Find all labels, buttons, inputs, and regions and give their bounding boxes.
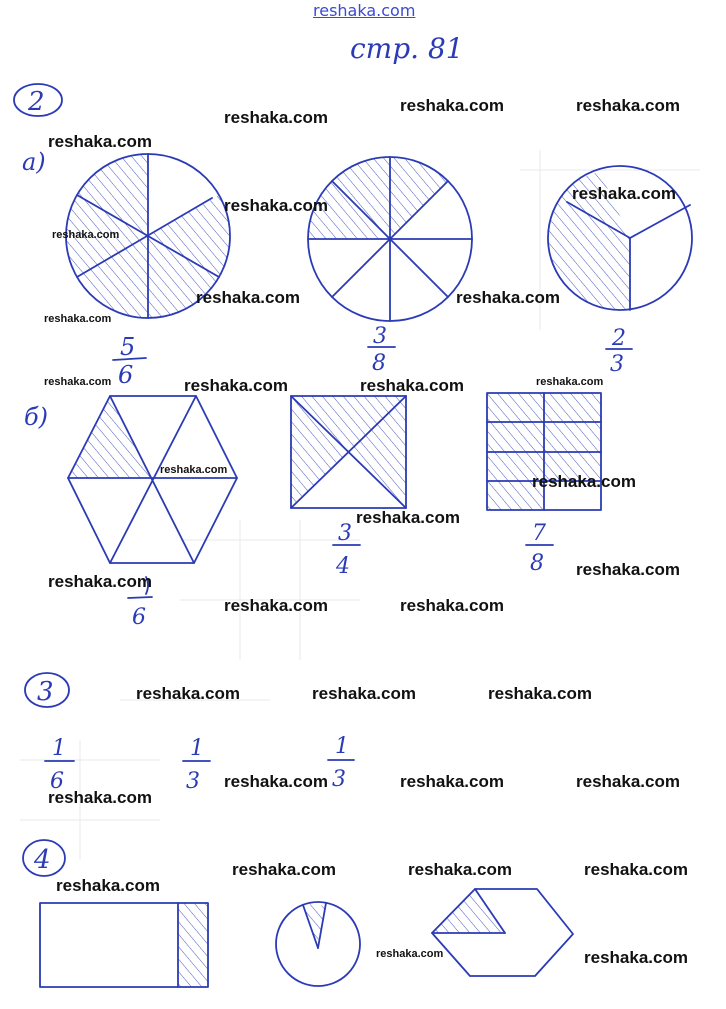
- hexagon-sixths: [68, 396, 237, 563]
- svg-text:4: 4: [336, 554, 350, 579]
- svg-text:1: 1: [190, 736, 204, 761]
- rectangle-shaded-strip: [40, 903, 208, 987]
- svg-text:3: 3: [373, 324, 387, 349]
- hexagon-shaded-triangle: [432, 889, 573, 976]
- svg-text:3: 3: [37, 677, 54, 707]
- circle-shaded-sector: [276, 902, 360, 986]
- watermark: reshaka.com: [44, 313, 112, 325]
- svg-text:1: 1: [335, 734, 349, 759]
- watermark: reshaka.com: [400, 772, 504, 791]
- watermark: reshaka.com: [44, 376, 112, 388]
- circle-eighths: [308, 157, 472, 321]
- watermark: reshaka.com: [224, 108, 328, 127]
- fraction-a2: [368, 324, 395, 376]
- watermark: reshaka.com: [488, 684, 592, 703]
- watermark: reshaka.com: [48, 788, 152, 807]
- task2-number: 2: [28, 87, 45, 117]
- grid-eighths: [487, 393, 601, 510]
- watermark: reshaka.com: [532, 472, 636, 491]
- watermark: reshaka.com: [376, 948, 444, 960]
- watermark: reshaka.com: [576, 772, 680, 791]
- svg-text:1: 1: [52, 736, 66, 761]
- watermark: reshaka.com: [456, 288, 560, 307]
- svg-text:2: 2: [612, 326, 626, 351]
- fraction-a1: [113, 333, 146, 389]
- watermark: reshaka.com: [408, 860, 512, 879]
- svg-text:6: 6: [132, 605, 146, 630]
- fraction-a3: [606, 326, 632, 377]
- svg-text:5: 5: [120, 333, 136, 361]
- task3-marker: [25, 673, 69, 707]
- watermark: reshaka.com: [400, 96, 504, 115]
- watermark: reshaka.com: [224, 772, 328, 791]
- watermark: reshaka.com: [576, 96, 680, 115]
- watermark: reshaka.com: [360, 376, 464, 395]
- svg-text:6: 6: [50, 769, 64, 794]
- svg-text:3: 3: [186, 769, 200, 794]
- fraction-b2: [333, 521, 360, 579]
- svg-text:6: 6: [118, 361, 134, 389]
- watermark: reshaka.com: [232, 860, 336, 879]
- watermark: reshaka.com: [312, 684, 416, 703]
- svg-text:4: 4: [34, 845, 51, 875]
- watermark: reshaka.com: [536, 376, 604, 388]
- part-a-label: а): [22, 148, 46, 176]
- watermark: reshaka.com: [196, 288, 300, 307]
- svg-text:7: 7: [532, 521, 546, 546]
- watermark: reshaka.com: [572, 184, 676, 203]
- watermark: reshaka.com: [48, 132, 152, 151]
- watermark: reshaka.com: [356, 508, 460, 527]
- watermark: reshaka.com: [48, 572, 152, 591]
- svg-text:3: 3: [610, 352, 624, 377]
- watermark: reshaka.com: [400, 596, 504, 615]
- site-link[interactable]: reshaka.com: [313, 1, 416, 20]
- watermark: reshaka.com: [584, 948, 688, 967]
- page-label: стр. 81: [350, 32, 464, 65]
- fraction-t3-3: [328, 734, 354, 792]
- watermark: reshaka.com: [136, 684, 240, 703]
- part-b-label: б): [24, 403, 49, 431]
- svg-text:8: 8: [372, 351, 386, 376]
- fraction-t3-1: [45, 736, 74, 794]
- watermark: reshaka.com: [576, 560, 680, 579]
- watermark: reshaka.com: [584, 860, 688, 879]
- svg-text:3: 3: [338, 521, 352, 546]
- watermark: reshaka.com: [184, 376, 288, 395]
- fraction-t3-2: [183, 736, 210, 794]
- square-quarters: [291, 396, 406, 508]
- task4-marker: [23, 840, 65, 876]
- watermark: reshaka.com: [52, 229, 120, 241]
- watermark: reshaka.com: [224, 196, 328, 215]
- watermark: reshaka.com: [160, 464, 228, 476]
- watermark: reshaka.com: [56, 876, 160, 895]
- svg-text:3: 3: [332, 767, 346, 792]
- watermark: reshaka.com: [224, 596, 328, 615]
- svg-text:8: 8: [530, 551, 544, 576]
- fraction-b3: [526, 521, 553, 576]
- task2-marker: [14, 84, 62, 117]
